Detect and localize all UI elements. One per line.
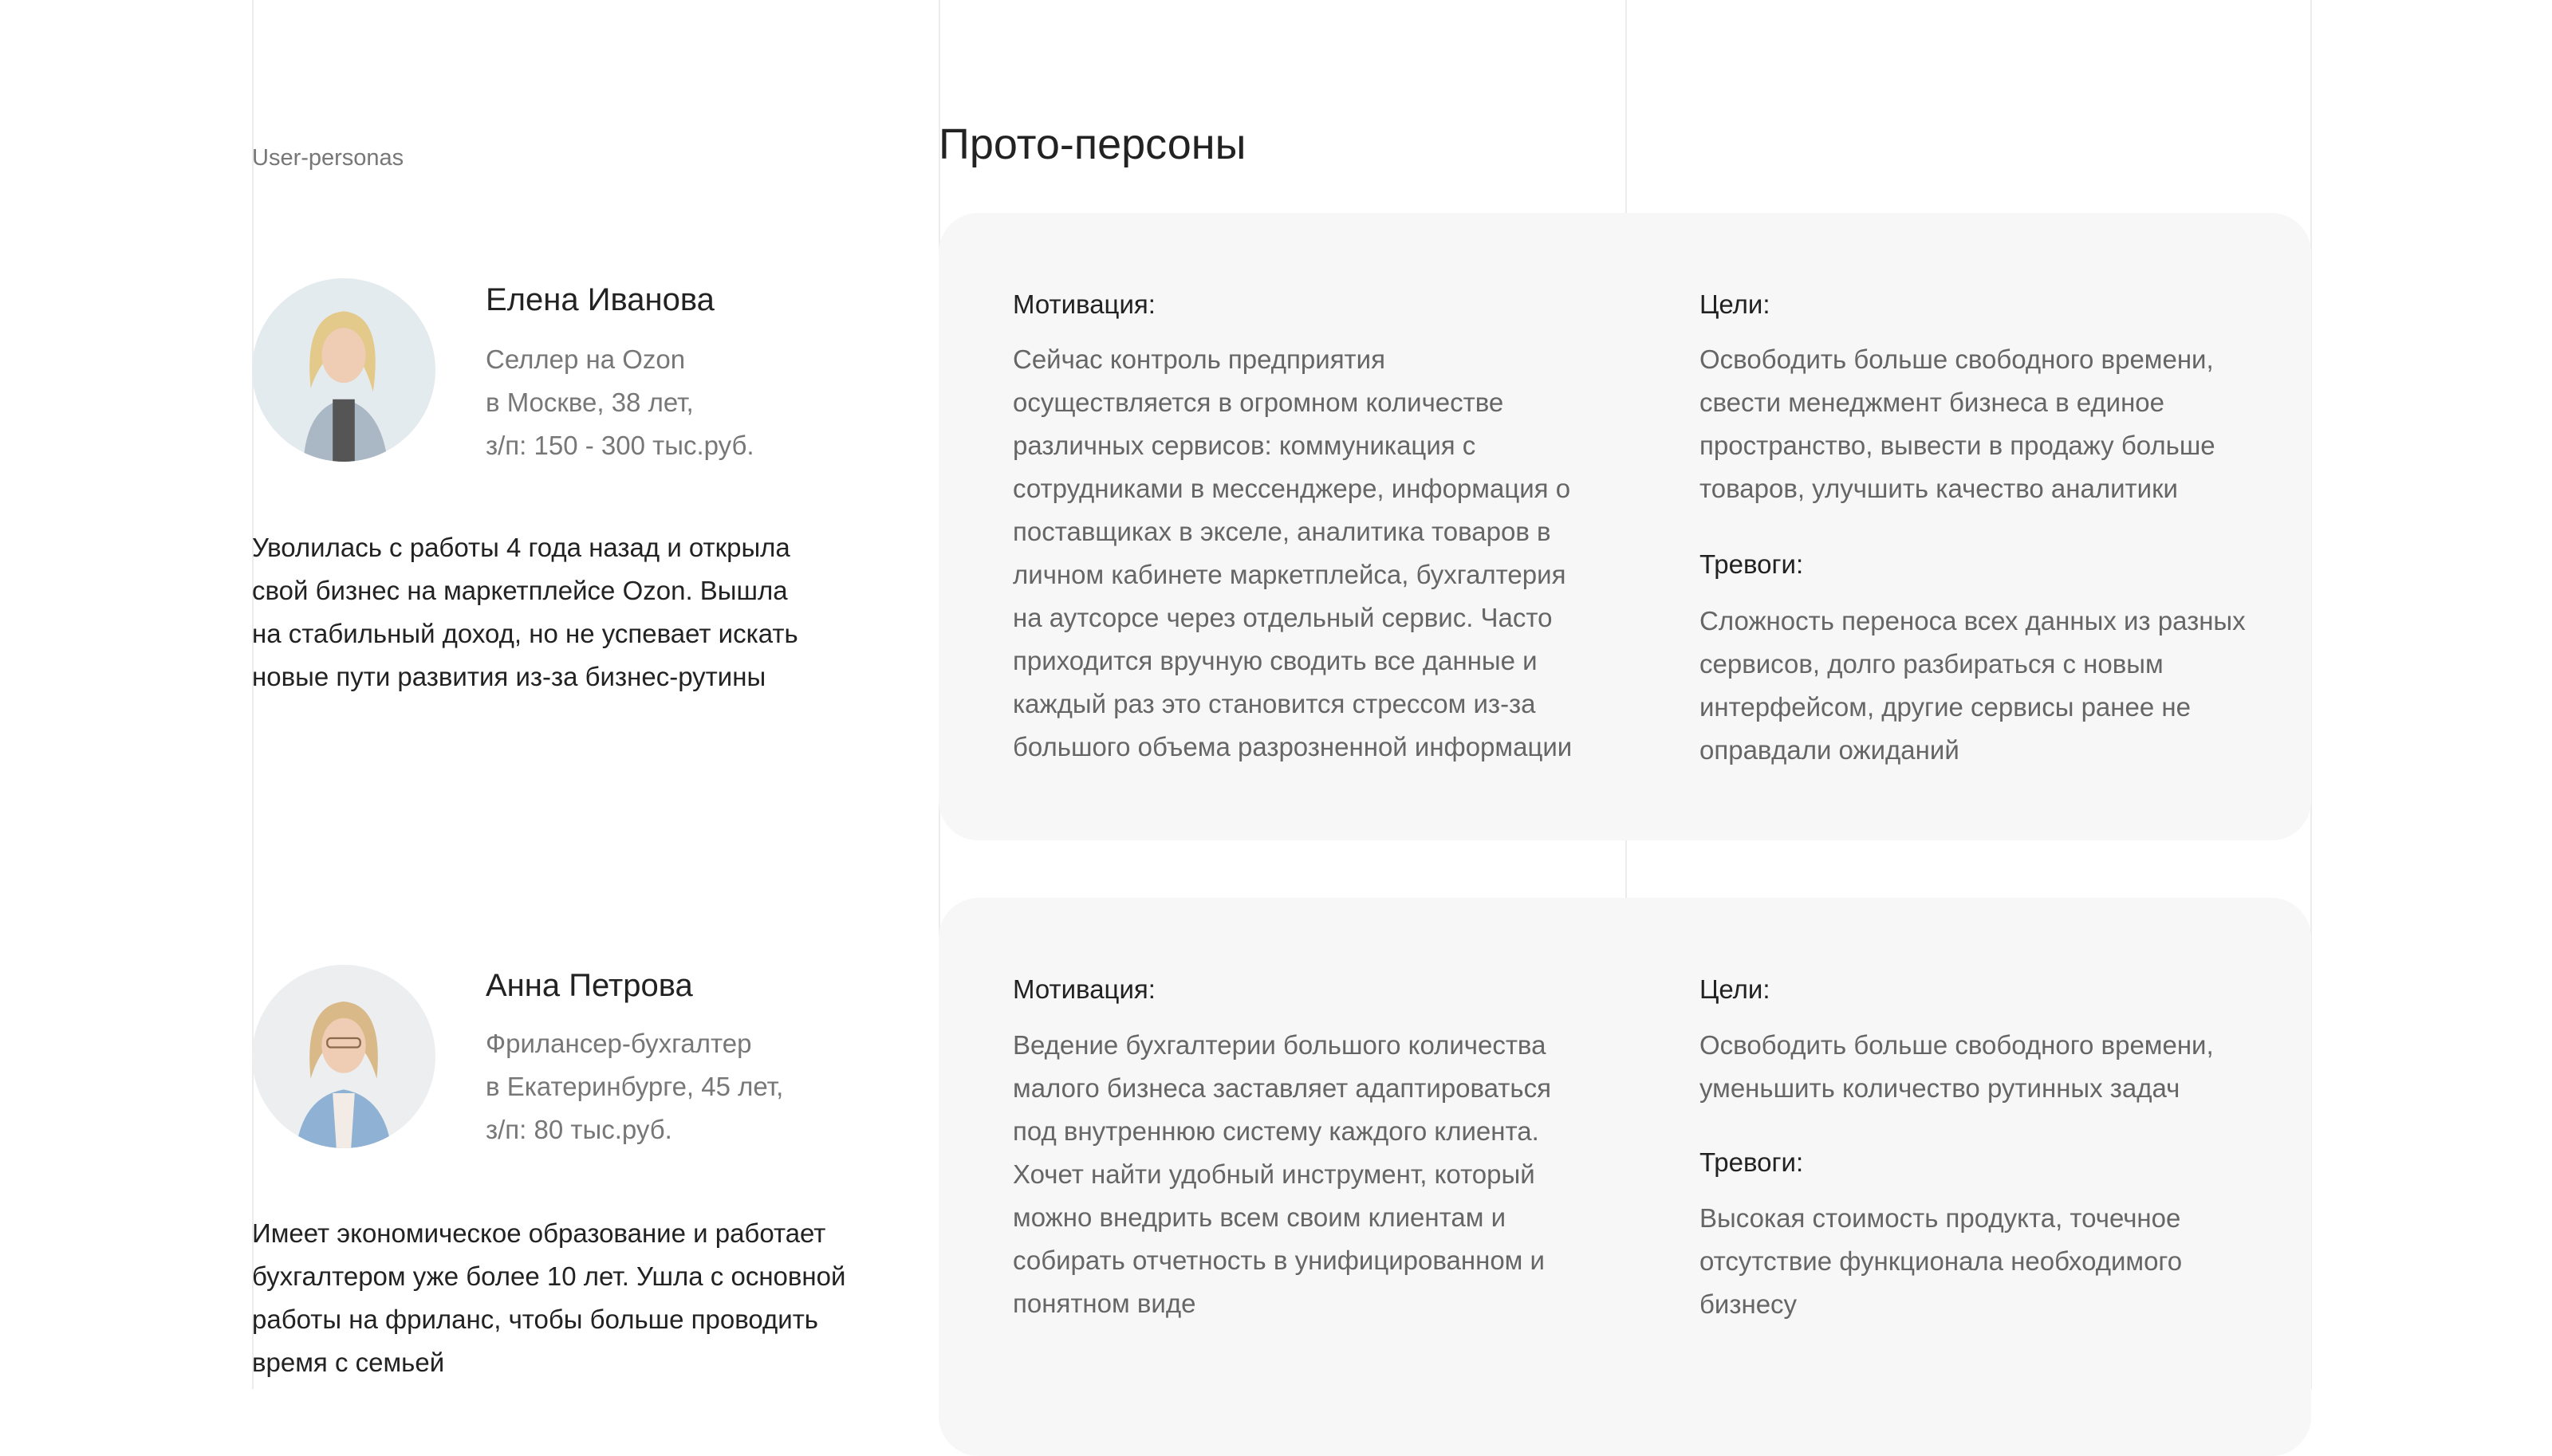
role-line: в Москве, 38 лет,: [486, 388, 694, 417]
fears-text: Сложность переноса всех данных из разных сервисов, долго разбираться с новым интерфейсом, другие сервисы ранее не оправдали ожиданий: [1699, 606, 2246, 765]
persona-card: [939, 898, 2311, 1456]
avatar: [252, 278, 435, 462]
avatar: [252, 965, 435, 1148]
section-title: Прото-персоны: [939, 120, 1246, 168]
motivation-text: Сейчас контроль предприятия осуществляется в огромном количестве различных сервисов: коммуникация с сотрудниками в мессенджере, информация о поставщиках в экселе, аналитика товаров в личном кабинете маркетплейса, бухгалтерия на аутсорсе через отдельный сервис. Часто приходится вручную сводить все данные и каждый раз это становится стрессом из-за большого объема разрозненной информации: [1013, 344, 1573, 761]
role-line: Селлер на Ozon: [486, 344, 686, 374]
motivation-heading: Мотивация:: [1013, 974, 1156, 1004]
fears-heading: Тревоги:: [1699, 549, 1804, 579]
motivation-text: Ведение бухгалтерии большого количества малого бизнеса заставляет адаптироваться под внутреннюю систему каждого клиента. Хочет найти удобный инструмент, который можно внедрить всем своим клиентам и собирать отчетность в унифицированном и понятном виде: [1013, 1030, 1551, 1318]
section-label: User-personas: [252, 145, 404, 171]
persona-description: Уволилась с работы 4 года назад и открыла свой бизнес на маркетплейсе Ozon. Вышла на стабильный доход, но не успевает искать новые пути развития из-за бизнес-рутины: [252, 533, 798, 691]
goals-heading: Цели:: [1699, 974, 1770, 1004]
persona-card: [939, 213, 2311, 840]
persona-name: Елена Иванова: [486, 282, 715, 317]
fears-heading: Тревоги:: [1699, 1147, 1804, 1177]
motivation-heading: Мотивация:: [1013, 289, 1156, 319]
role-line: Фрилансер-бухгалтер: [486, 1029, 752, 1058]
goals-heading: Цели:: [1699, 289, 1770, 319]
role-line: з/п: 150 - 300 тыс.руб.: [486, 431, 754, 460]
persona-role: [486, 338, 754, 467]
role-line: в Екатеринбурге, 45 лет,: [486, 1072, 784, 1101]
goals-text: Освободить больше свободного времени, уменьшить количество рутинных задач: [1699, 1030, 2214, 1103]
goals-text: Освободить больше свободного времени, свести менеджмент бизнеса в единое пространство, вывести в продажу больше товаров, улучшить качество аналитики: [1699, 344, 2215, 503]
persona-description: Имеет экономическое образование и работает бухгалтером уже более 10 лет. Ушла с основной работы на фриланс, чтобы больше проводить время с семьей: [252, 1218, 846, 1377]
role-line: з/п: 80 тыс.руб.: [486, 1115, 672, 1144]
fears-text: Высокая стоимость продукта, точечное отсутствие функционала необходимого бизнесу: [1699, 1203, 2183, 1319]
persona-role: [486, 1022, 783, 1151]
persona-name: Анна Петрова: [486, 968, 693, 1003]
